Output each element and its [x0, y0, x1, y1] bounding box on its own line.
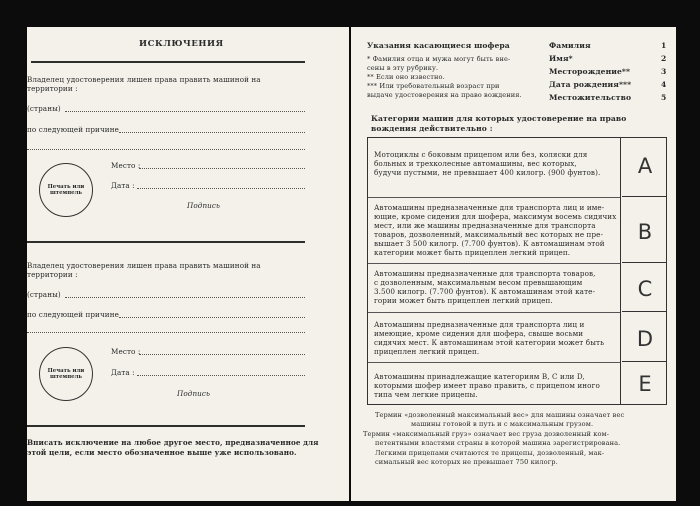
field-birthplace-num: 3: [661, 67, 667, 76]
footer-note-1: Вписать исключение на любое другое место, предназначенное для: [27, 438, 319, 447]
field-birthdate-label: Дата рождения***: [549, 80, 632, 89]
term-line-4: петентными властями страны в которой машина зарегистрирована.: [375, 439, 621, 447]
term-line-6: симальный вес которых не превышает 750 килогр.: [375, 458, 558, 466]
letter-separator-a: [622, 196, 666, 197]
category-a-line-2: больных и трехколесные автомашины, вес которых,: [374, 159, 577, 168]
category-d-row: [368, 312, 620, 363]
category-c-letter: C: [637, 277, 653, 301]
category-b-row: [368, 197, 620, 264]
footer-note-2: этой цели, если место обозначенное выше уже использовано.: [27, 448, 297, 457]
section-2-place-label: Место :: [111, 347, 141, 356]
category-b-line-6: категории может быть прицеплен легкий прицеп.: [374, 248, 571, 257]
category-d-line-2: имеющие, кроме сидения для шофера, свыше восьми: [374, 329, 584, 338]
category-b-line-1: Автомашины предназначенные для транспорта лиц и име-: [374, 203, 605, 212]
category-a-letter: A: [637, 154, 653, 178]
category-a-line-3: будучи пустыми, не превышает 400 килогр. (900 фунтов).: [374, 168, 601, 177]
note-line-4: *** Или требовательный возраст при: [367, 82, 500, 90]
field-residence-label: Местожительство: [549, 93, 632, 102]
exceptions-title: ИСКЛЮЧЕНИЯ: [139, 39, 224, 49]
categories-table: [367, 137, 667, 405]
category-d-line-4: прицеплен легкий прицеп.: [374, 347, 480, 356]
left-page: [27, 27, 349, 501]
category-e-line-2: которыми шофер имеет право править, с прицепом иного: [374, 381, 600, 390]
table-vertical-divider: [620, 138, 621, 404]
field-birthplace-label: Месторождение**: [549, 67, 631, 76]
section-2-intro-territory: территории :: [27, 270, 78, 279]
category-b-line-4: товаров, дозволенный, максимальный вес которых не пре-: [374, 230, 604, 239]
field-surname-label: Фамилия: [549, 41, 591, 50]
term-line-3: Термин «максимальный груз» означает вес груза дозволенный ком-: [363, 430, 610, 438]
section-2-date-line[interactable]: [137, 375, 305, 376]
category-b-letter: B: [637, 220, 653, 244]
section-1-country-label: (страны): [27, 104, 61, 113]
top-rule: [31, 61, 305, 63]
section-2-reason-line[interactable]: [119, 317, 305, 318]
field-birthdate-num: 4: [661, 80, 667, 89]
letter-separator-c: [622, 311, 666, 312]
footer-rule: [27, 425, 305, 427]
section-2-date-label: Дата :: [111, 368, 135, 377]
term-line-2: машины готовой в путь и с максимальным грузом.: [411, 420, 594, 428]
category-c-line-2: с дозволенным, максимальным весом превышающим: [374, 278, 583, 287]
letter-separator-b: [622, 262, 666, 263]
category-d-line-1: Автомашины предназначенные для транспорта лиц и: [374, 320, 585, 329]
driver-header: Указания касающиеся шофера: [367, 41, 510, 50]
section-2-country-label: (страны): [27, 290, 61, 299]
category-a-line-1: Мотоциклы с боковым прицепом или без, коляски для: [374, 150, 588, 159]
categories-title-2: вождения действительно :: [371, 124, 493, 133]
field-name-num: 2: [661, 54, 667, 63]
category-c-line-1: Автомашины предназначенные для транспорта товаров,: [374, 269, 596, 278]
category-b-line-5: вышает 3 500 килогр. (7.700 фунтов). К автомашинам этой: [374, 239, 605, 248]
category-c-row: [368, 263, 620, 313]
section-2-stamp-circle: [39, 347, 93, 401]
section-1-stamp-text: Печать или штемпель: [47, 183, 85, 196]
right-page: [351, 27, 676, 501]
term-line-5: Легкими прицепами считаются те прицепы, дозволенный, мак-: [375, 449, 605, 457]
category-e-line-1: Автомашины принадлежащие категориям B, C или D,: [374, 372, 585, 381]
category-c-line-3: 3.500 килогр. (7.700 фунтов). К автомашинам этой кате-: [374, 287, 596, 296]
section-2-place-line[interactable]: [139, 354, 305, 355]
section-2-stamp-text: Печать или штемпель: [47, 367, 85, 380]
category-b-line-2: ющие, кроме сидения для шофера, максимум восемь сидячих: [374, 212, 617, 221]
section-2-intro: Владелец удостоверения лишен права править машиной на: [27, 261, 261, 270]
section-1-intro: Владелец удостоверения лишен права править машиной на: [27, 75, 261, 84]
letter-separator-d: [622, 361, 666, 362]
section-2-reason-label: по следующей причине: [27, 310, 119, 319]
category-e-line-3: типа чем легкие прицепы.: [374, 390, 478, 399]
section-2-reason-line-2[interactable]: [27, 332, 305, 333]
section-2-country-line[interactable]: [65, 297, 305, 298]
section-1-reason-line[interactable]: [119, 132, 305, 133]
categories-title-1: Категории машин для которых удостоверение на право: [371, 114, 627, 123]
term-line-1: Термин «дозволенный максимальный вес» для машины означает вес: [375, 411, 625, 419]
category-e-row: [368, 362, 620, 404]
section-1-sign-label: Подпись: [187, 201, 221, 210]
section-1-reason-label: по следующей причине: [27, 125, 119, 134]
note-line-3: ** Если оно известно.: [367, 73, 445, 81]
section-1-place-line[interactable]: [139, 168, 305, 169]
section-1-date-line[interactable]: [137, 188, 305, 189]
field-residence-num: 5: [661, 93, 667, 102]
section-1-date-label: Дата :: [111, 181, 135, 190]
category-c-line-4: гории может быть прицеплен легкий прицеп.: [374, 296, 553, 305]
section-divider: [27, 241, 305, 243]
note-line-2: сены в эту рубрику.: [367, 64, 439, 72]
section-1-reason-line-2[interactable]: [27, 149, 305, 150]
section-1-intro-territory: территории :: [27, 84, 78, 93]
note-line-1: * Фамилия отца и мужа могут быть вне-: [367, 55, 511, 63]
category-b-line-3: мест, или же машины предназначенные для транспорта: [374, 221, 596, 230]
category-a-row: [368, 138, 620, 198]
section-1-stamp-circle: [39, 163, 93, 217]
section-1-country-line[interactable]: [65, 111, 305, 112]
section-2-sign-label: Подпись: [177, 389, 211, 398]
section-1-place-label: Место :: [111, 161, 141, 170]
category-d-letter: D: [636, 327, 654, 351]
category-e-letter: E: [638, 372, 652, 396]
field-surname-num: 1: [661, 41, 667, 50]
note-line-5: выдаче удостоверения на право вождения.: [367, 91, 522, 99]
category-d-line-3: сидячих мест. К автомашинам этой категории может быть: [374, 338, 605, 347]
field-name-label: Имя*: [549, 54, 573, 63]
